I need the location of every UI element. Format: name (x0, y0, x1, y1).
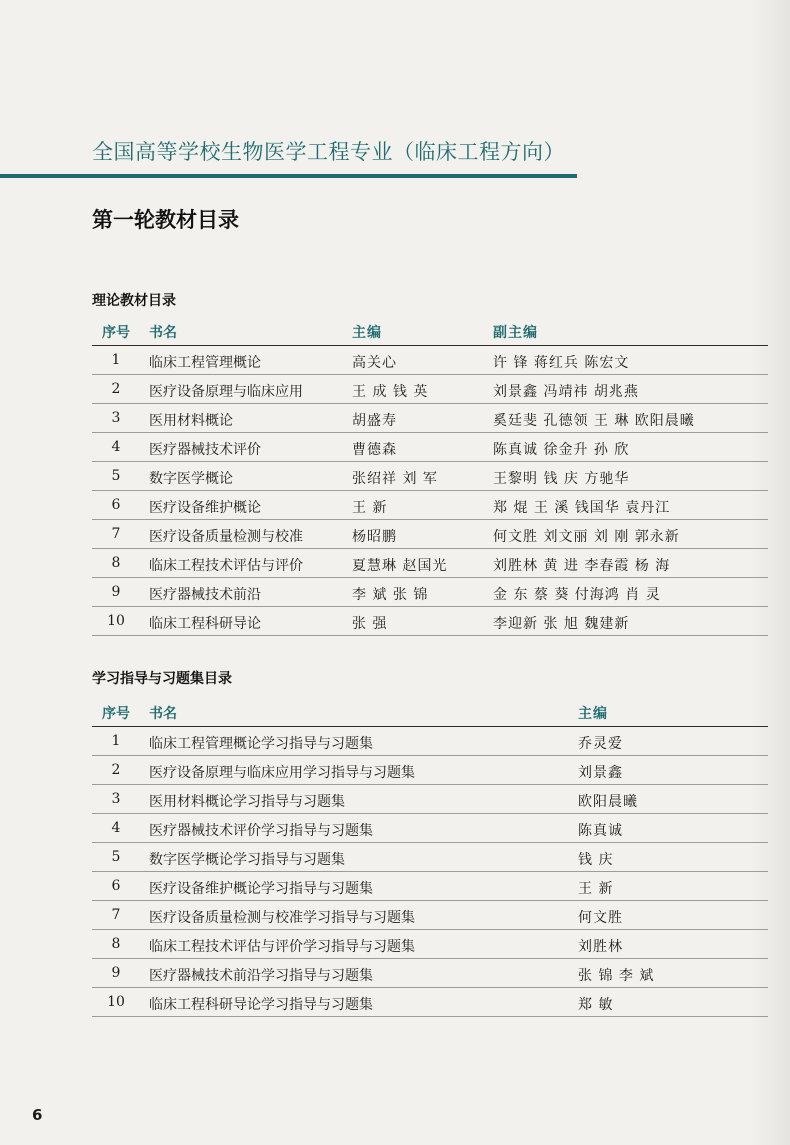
theory-table (92, 318, 768, 636)
chief-editor: 王 新 (352, 500, 388, 516)
row-number: 7 (111, 526, 121, 542)
table-row (92, 756, 768, 785)
book-title: 数字医学概论 (149, 471, 233, 487)
table-row (92, 520, 768, 549)
deputy-editors: 刘胜林 黄 进 李春霞 杨 海 (493, 558, 671, 574)
book-title: 医疗器械技术评价学习指导与习题集 (149, 823, 373, 839)
chief-editor: 胡盛寿 (352, 413, 397, 429)
row-number: 4 (111, 820, 121, 836)
table-row (92, 433, 768, 462)
theory-list-title: 理论教材目录 (92, 293, 176, 309)
guide-table (92, 699, 768, 1017)
row-number: 2 (111, 762, 121, 778)
deputy-editors: 何文胜 刘文丽 刘 刚 郭永新 (493, 529, 680, 545)
book-title: 临床工程技术评估与评价学习指导与习题集 (149, 939, 415, 955)
table-row (92, 814, 768, 843)
section-title: 第一轮教材目录 (92, 208, 239, 232)
row-number: 10 (107, 994, 125, 1010)
book-title: 医疗器械技术评价 (149, 442, 261, 458)
chief-editor: 郑 敏 (578, 997, 614, 1013)
book-title: 临床工程管理概论学习指导与习题集 (149, 736, 373, 752)
col-header-name: 书名 (149, 325, 177, 341)
row-number: 1 (111, 733, 121, 749)
chief-editor: 刘胜林 (578, 939, 623, 955)
table-row (92, 549, 768, 578)
table-row (92, 404, 768, 433)
col-header-deputy: 副主编 (493, 325, 538, 341)
chief-editor: 高关心 (352, 355, 397, 371)
page-number: 6 (32, 1106, 43, 1124)
title-rule (0, 174, 577, 178)
chief-editor: 钱 庆 (578, 852, 614, 868)
row-number: 5 (111, 849, 121, 865)
row-number: 9 (111, 965, 121, 981)
table-row (92, 785, 768, 814)
row-number: 8 (111, 936, 121, 952)
chief-editor: 乔灵爱 (578, 736, 623, 752)
chief-editor: 张 锦 李 斌 (578, 968, 655, 984)
book-title: 医疗设备原理与临床应用 (149, 384, 303, 400)
row-number: 8 (111, 555, 121, 571)
row-number: 9 (111, 584, 121, 600)
chief-editor: 张 强 (352, 616, 388, 632)
guide-table-body (92, 727, 768, 1017)
book-title: 医疗设备维护概论学习指导与习题集 (149, 881, 373, 897)
deputy-editors: 王黎明 钱 庆 方驰华 (493, 471, 630, 487)
chief-editor: 曹德森 (352, 442, 397, 458)
chief-editor: 王 新 (578, 881, 614, 897)
theory-table-header (92, 318, 768, 346)
chief-editor: 刘景鑫 (578, 765, 623, 781)
book-title: 临床工程管理概论 (149, 355, 261, 371)
table-row (92, 462, 768, 491)
book-title: 医疗设备质量检测与校准 (149, 529, 303, 545)
book-title: 医用材料概论学习指导与习题集 (149, 794, 345, 810)
table-row (92, 901, 768, 930)
table-row (92, 843, 768, 872)
book-title: 数字医学概论学习指导与习题集 (149, 852, 345, 868)
deputy-editors: 金 东 蔡 葵 付海鸿 肖 灵 (493, 587, 661, 603)
table-row (92, 872, 768, 901)
table-row (92, 346, 768, 375)
chief-editor: 王 成 钱 英 (352, 384, 429, 400)
row-number: 7 (111, 907, 121, 923)
row-number: 6 (111, 878, 121, 894)
book-title: 医疗设备质量检测与校准学习指导与习题集 (149, 910, 415, 926)
table-row (92, 607, 768, 636)
table-row (92, 959, 768, 988)
chief-editor: 欧阳晨曦 (578, 794, 638, 810)
guide-table-header (92, 699, 768, 727)
row-number: 6 (111, 497, 121, 513)
col-header-editor: 主编 (352, 325, 382, 341)
deputy-editors: 陈真诚 徐金升 孙 欣 (493, 442, 630, 458)
table-row (92, 491, 768, 520)
theory-table-body (92, 346, 768, 636)
table-row (92, 988, 768, 1017)
chief-editor: 杨昭鹏 (352, 529, 397, 545)
deputy-editors: 奚廷斐 孔德领 王 琳 欧阳晨曦 (493, 413, 695, 429)
book-title: 医疗器械技术前沿学习指导与习题集 (149, 968, 373, 984)
row-number: 5 (111, 468, 121, 484)
chief-editor: 夏慧琳 赵国光 (352, 558, 448, 574)
chief-editor: 李 斌 张 锦 (352, 587, 429, 603)
book-title: 临床工程科研导论学习指导与习题集 (149, 997, 373, 1013)
chief-editor: 张绍祥 刘 军 (352, 471, 438, 487)
table-row (92, 930, 768, 959)
book-title: 医疗设备原理与临床应用学习指导与习题集 (149, 765, 415, 781)
row-number: 2 (111, 381, 121, 397)
deputy-editors: 郑 焜 王 溪 钱国华 袁丹江 (493, 500, 671, 516)
guide-list-title: 学习指导与习题集目录 (92, 671, 232, 687)
book-title: 医疗器械技术前沿 (149, 587, 261, 603)
deputy-editors: 刘景鑫 冯靖祎 胡兆燕 (493, 384, 639, 400)
col-header-no: 序号 (102, 706, 130, 722)
book-title: 临床工程科研导论 (149, 616, 261, 632)
row-number: 10 (107, 613, 125, 629)
series-title: 全国高等学校生物医学工程专业（临床工程方向） (92, 140, 565, 164)
row-number: 3 (111, 410, 121, 426)
row-number: 3 (111, 791, 121, 807)
book-title: 临床工程技术评估与评价 (149, 558, 303, 574)
chief-editor: 何文胜 (578, 910, 623, 926)
col-header-name: 书名 (149, 706, 177, 722)
row-number: 4 (111, 439, 121, 455)
table-row (92, 578, 768, 607)
chief-editor: 陈真诚 (578, 823, 623, 839)
table-row (92, 727, 768, 756)
table-row (92, 375, 768, 404)
book-title: 医疗设备维护概论 (149, 500, 261, 516)
col-header-editor: 主编 (578, 706, 608, 722)
book-title: 医用材料概论 (149, 413, 233, 429)
col-header-no: 序号 (102, 325, 130, 341)
deputy-editors: 许 锋 蒋红兵 陈宏文 (493, 355, 630, 371)
deputy-editors: 李迎新 张 旭 魏建新 (493, 616, 630, 632)
row-number: 1 (111, 352, 121, 368)
